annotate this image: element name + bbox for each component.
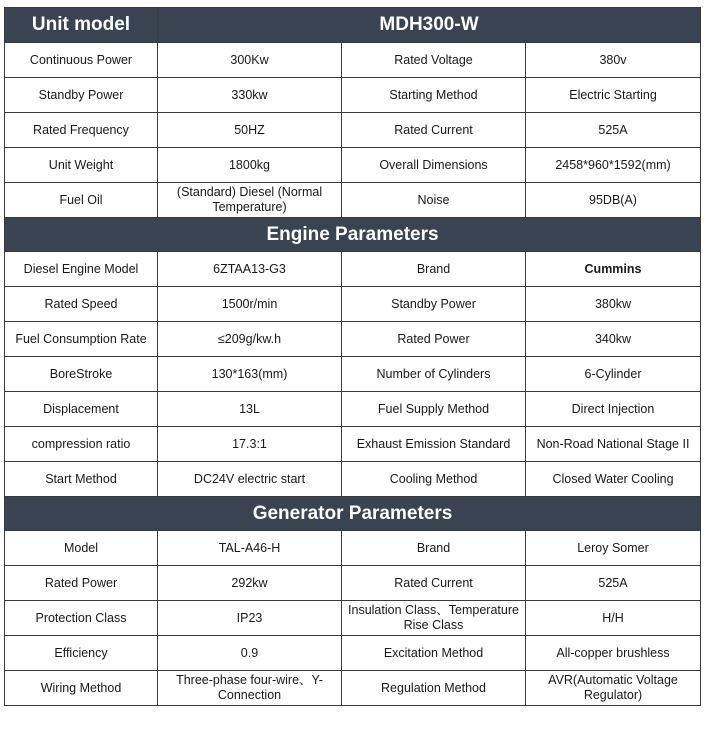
param-label: Regulation Method (342, 671, 526, 706)
param-label: Continuous Power (5, 43, 158, 78)
param-value: TAL-A46-H (158, 531, 342, 566)
param-label: Rated Speed (5, 287, 158, 322)
table-row (5, 392, 701, 427)
table-row (5, 322, 701, 357)
param-label: Noise (342, 183, 526, 218)
param-value: 6-Cylinder (526, 357, 701, 392)
param-label: Brand (342, 531, 526, 566)
param-label: Rated Frequency (5, 113, 158, 148)
param-label: Displacement (5, 392, 158, 427)
unit-model-header-row (5, 8, 701, 43)
param-value: Cummins (526, 252, 701, 287)
param-value: 13L (158, 392, 342, 427)
param-label: Unit Weight (5, 148, 158, 183)
param-label: Brand (342, 252, 526, 287)
param-label: Starting Method (342, 78, 526, 113)
table-row (5, 462, 701, 497)
param-label: Excitation Method (342, 636, 526, 671)
param-value: 300Kw (158, 43, 342, 78)
param-value: 292kw (158, 566, 342, 601)
unit-model-value: MDH300-W (158, 8, 701, 43)
param-value: 330kw (158, 78, 342, 113)
param-value: 380kw (526, 287, 701, 322)
table-row (5, 566, 701, 601)
param-label: Start Method (5, 462, 158, 497)
spec-table (4, 7, 701, 706)
param-label: Fuel Supply Method (342, 392, 526, 427)
param-label: Fuel Oil (5, 183, 158, 218)
param-label: Efficiency (5, 636, 158, 671)
param-value: H/H (526, 601, 701, 636)
param-label: Rated Voltage (342, 43, 526, 78)
table-row (5, 531, 701, 566)
param-value: 50HZ (158, 113, 342, 148)
table-row (5, 636, 701, 671)
param-value: 2458*960*1592(mm) (526, 148, 701, 183)
param-label: compression ratio (5, 427, 158, 462)
table-row (5, 78, 701, 113)
param-value: 0.9 (158, 636, 342, 671)
param-value: Leroy Somer (526, 531, 701, 566)
param-value: DC24V electric start (158, 462, 342, 497)
param-label: Insulation Class、Temperature Rise Class (342, 601, 526, 636)
table-row (5, 183, 701, 218)
param-value: 1800kg (158, 148, 342, 183)
section-header-row (5, 497, 701, 531)
param-value: Closed Water Cooling (526, 462, 701, 497)
unit-model-label: Unit model (5, 8, 158, 43)
param-label: Protection Class (5, 601, 158, 636)
param-label: BoreStroke (5, 357, 158, 392)
param-label: Rated Current (342, 566, 526, 601)
param-value: 525A (526, 566, 701, 601)
param-value: All-copper brushless (526, 636, 701, 671)
table-row (5, 601, 701, 636)
param-value: 1500r/min (158, 287, 342, 322)
param-value: Three-phase four-wire、Y-Connection (158, 671, 342, 706)
param-label: Exhaust Emission Standard (342, 427, 526, 462)
param-value: 95DB(A) (526, 183, 701, 218)
param-value: AVR(Automatic Voltage Regulator) (526, 671, 701, 706)
table-row (5, 427, 701, 462)
spec-table-body (5, 8, 701, 706)
param-value: ≤209g/kw.h (158, 322, 342, 357)
section-title: Generator Parameters (5, 497, 701, 531)
table-row (5, 43, 701, 78)
table-row (5, 357, 701, 392)
table-row (5, 671, 701, 706)
param-label: Standby Power (342, 287, 526, 322)
param-label: Rated Current (342, 113, 526, 148)
param-value: Direct Injection (526, 392, 701, 427)
table-row (5, 252, 701, 287)
param-label: Wiring Method (5, 671, 158, 706)
param-value: 17.3:1 (158, 427, 342, 462)
param-label: Diesel Engine Model (5, 252, 158, 287)
param-value: IP23 (158, 601, 342, 636)
table-row (5, 287, 701, 322)
param-label: Rated Power (342, 322, 526, 357)
param-label: Model (5, 531, 158, 566)
table-row (5, 113, 701, 148)
param-value: 130*163(mm) (158, 357, 342, 392)
param-label: Number of Cylinders (342, 357, 526, 392)
param-label: Fuel Consumption Rate (5, 322, 158, 357)
param-label: Rated Power (5, 566, 158, 601)
param-value: Non-Road National Stage II (526, 427, 701, 462)
param-value: 6ZTAA13-G3 (158, 252, 342, 287)
section-title: Engine Parameters (5, 218, 701, 252)
param-value: 380v (526, 43, 701, 78)
param-value: (Standard) Diesel (Normal Temperature) (158, 183, 342, 218)
table-row (5, 148, 701, 183)
param-label: Cooling Method (342, 462, 526, 497)
param-label: Standby Power (5, 78, 158, 113)
param-value: 340kw (526, 322, 701, 357)
param-label: Overall Dimensions (342, 148, 526, 183)
param-value: Electric Starting (526, 78, 701, 113)
section-header-row (5, 218, 701, 252)
param-value: 525A (526, 113, 701, 148)
